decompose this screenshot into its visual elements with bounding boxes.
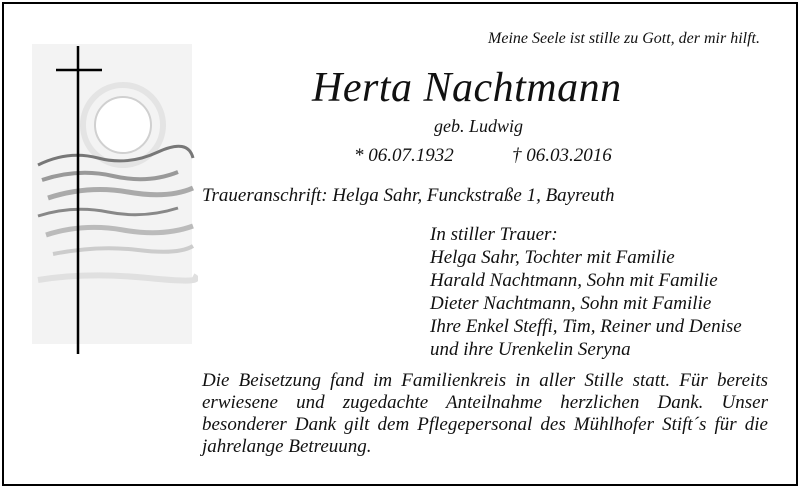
death-date: † 06.03.2016 — [512, 145, 612, 166]
funeral-notice: Die Beisetzung fand im Familienkreis in aller Stille statt. Für bereits erwiesene und zugedachte Anteilnahme herzlichen Dank. Unser besonderer Dank gilt dem Pflegepersonal des Mühlhofer Stift´s für die jahrelange Betreuung. — [202, 370, 768, 457]
mourner-line: Dieter Nachtmann, Sohn mit Familie — [430, 293, 712, 314]
cross-landscape-icon — [28, 40, 198, 360]
mourner-line: und ihre Urenkelin Seryna — [430, 339, 631, 360]
mourning-address: Traueranschrift: Helga Sahr, Funckstraße 1, Bayreuth — [202, 185, 615, 206]
birth-name: geb. Ludwig — [434, 116, 524, 136]
mourner-line: Harald Nachtmann, Sohn mit Familie — [430, 270, 718, 291]
deceased-name: Herta Nachtmann — [312, 65, 622, 111]
mourner-line: Helga Sahr, Tochter mit Familie — [430, 247, 675, 268]
mourners-list — [430, 223, 742, 361]
motto: Meine Seele ist stille zu Gott, der mir hilft. — [488, 30, 760, 47]
mourners-intro: In stiller Trauer: — [430, 224, 558, 245]
mourner-line: Ihre Enkel Steffi, Tim, Reiner und Denise — [430, 316, 742, 337]
birth-date: * 06.07.1932 — [354, 145, 454, 166]
